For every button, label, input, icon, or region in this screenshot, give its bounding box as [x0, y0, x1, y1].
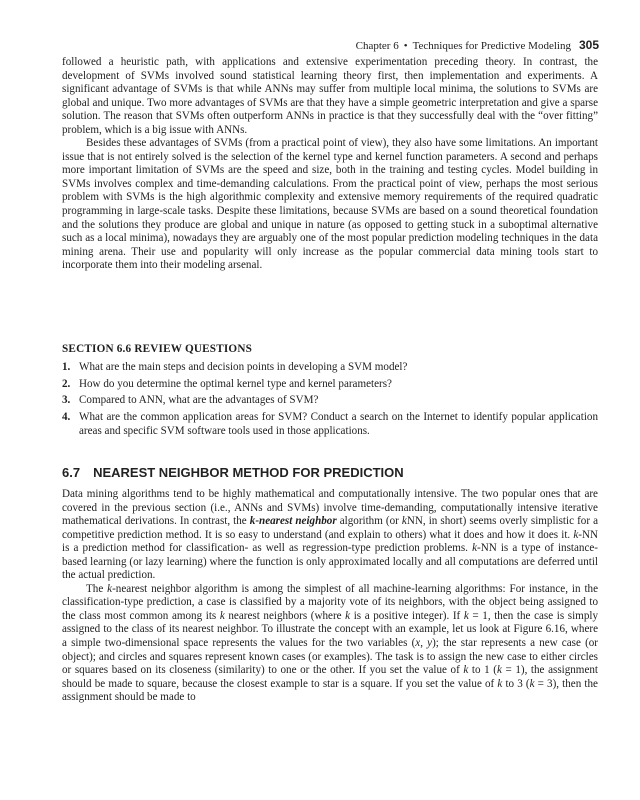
math-y: y — [427, 637, 433, 650]
question-number: 3. — [62, 394, 71, 407]
question-text: Compared to ANN, what are the advantages of SVM? — [79, 394, 319, 407]
paragraph-2: Besides these advantages of SVMs (from a practical point of view), they also have some limitations. An important issue that is not entirely solved is the selection of the kernel type and kernel function parameters. A second and perhaps more important limitation of SVMs are the speed and size, both in the training and testing cycles. Model building in SVMs involves complex and time-demanding calculations. From the practical point of view, perhaps the most serious problem with SVMs is the high algorithmic complexity and extensive memory requirements of the required quadratic programming in large-scale tasks. Despite these limitations, because SVMs are based on a sound theoretical foundation and the solutions they produce are global and unique in nature (as opposed to getting stuck in a suboptimal alternative such as a local minima), nowadays they are arguably one of the most popular prediction modeling techniques in the data mining arena. Their use and popularity will only increase as the popular commercial data mining tools start to incorporate them into their modeling arsenal. — [62, 137, 598, 272]
question-text: How do you determine the optimal kernel type and kernel parameters? — [79, 377, 392, 390]
question-text: What are the main steps and decision points in developing a SVM model? — [79, 361, 408, 373]
text-run: -nearest neighbor algorithm is among the simplest of all machine-learning algorithms: For instance, in the classification-type prediction, a case is classified by a majority vote of its neighbors, with the object being assigned to the class most common among its — [62, 582, 598, 622]
math-k: k — [345, 609, 351, 622]
review-question — [62, 378, 598, 391]
paragraph-4 — [62, 583, 598, 705]
text-run: nearest neighbors (where — [224, 609, 346, 622]
text-run: to 1 ( — [468, 664, 497, 677]
running-header — [356, 38, 599, 52]
math-k: k — [497, 677, 503, 690]
review-questions-heading: SECTION 6.6 REVIEW QUESTIONS — [62, 343, 253, 355]
section-heading — [62, 465, 404, 480]
question-text: What are the common application areas for SVM? Conduct a search on the Internet to identify popular application areas and specific SVM software tools used in those applications. — [79, 411, 598, 437]
text-run: ); the star represents a new case (or object); and circles and squares represent known cases (or examples). The task is to assign the new case to either circles or squares based on its closeness (similarity) to one or the other. If you set the value of — [62, 637, 599, 677]
key-term: k-nearest neighbor — [249, 515, 337, 528]
review-questions-list — [62, 361, 598, 441]
paragraph-1: followed a heuristic path, with applications and extensive experimentation preceding theory. In contrast, the development of SVMs involved sound statistical learning theory first, then implementation and experiments. A significant advantage of SVMs is that while ANNs may suffer from multiple local minima, the solutions to SVMs are global and unique. Two more advantages of SVMs are that they have a simple geometric interpretation and give a sparse solution. The reason that SVMs often outperform ANNs in practice is that they successfully deal with the “over fitting” problem, which is a big issue with ANNs. — [62, 56, 598, 136]
question-number: 1. — [62, 361, 71, 373]
math-x: x — [415, 637, 421, 650]
text-run: = 1, then the case is simply assigned to the class of its nearest neighbor. To illustrate the concept with an example, let us look at Figure 6.16, where a simple two-dimensional space represents the values for the two variables ( — [62, 609, 598, 650]
review-question — [62, 411, 598, 438]
header-bullet: • — [403, 40, 408, 52]
text-run: The — [86, 582, 108, 595]
math-k: k — [573, 528, 579, 541]
text-run: = 3), then the assignment should be made to — [62, 677, 598, 704]
section-title: NEAREST NEIGHBOR METHOD FOR PREDICTION — [93, 465, 404, 480]
page-number: 305 — [578, 38, 599, 52]
question-number: 4. — [62, 411, 71, 424]
math-k: k — [529, 677, 535, 690]
text-run: = 1), the assignment should be made to square, because the closest example to star is a square. If you set the value of — [62, 664, 598, 690]
text-run: -NN is a type of instance-based learning (or lazy learning) where the function is only approximated locally and all computations are deferred until the actual prediction. — [62, 542, 598, 582]
text-run: is a positive integer). If — [350, 609, 464, 622]
section-number: 6.7 — [62, 465, 81, 480]
text-run: algorithm (or — [336, 515, 402, 528]
text-run: Data mining algorithms tend to be highly mathematical and computationally intensive. The two popular ones that are covered in the previous section (i.e., ANNs and SVMs) involve time-demanding, computationally intensive iterative mathematical derivations. In contrast, the — [62, 488, 598, 528]
svm-discussion — [62, 56, 598, 273]
math-k: k — [463, 609, 469, 622]
text-run: , — [420, 637, 428, 650]
knn-introduction — [62, 488, 598, 705]
question-number: 2. — [62, 377, 71, 390]
text-run: -NN is a prediction method for classification- as well as regression-type prediction problems. — [62, 528, 598, 555]
chapter-title: Techniques for Predictive Modeling — [412, 40, 571, 52]
text-run: to 3 ( — [502, 677, 530, 690]
chapter-label: Chapter 6 — [355, 40, 399, 52]
review-question — [62, 394, 598, 407]
math-k: k — [472, 542, 478, 555]
paragraph-3 — [62, 488, 598, 583]
text-run: NN, in short) seems overly simplistic for a competitive prediction method. It is so easy to understand (and explain to others) what it does and how it does it. — [62, 515, 598, 541]
math-k: k — [496, 664, 502, 677]
math-k: k — [401, 515, 407, 528]
math-k: k — [219, 609, 225, 622]
math-k: k — [463, 664, 469, 677]
math-k: k — [107, 582, 113, 595]
review-question — [62, 361, 598, 374]
